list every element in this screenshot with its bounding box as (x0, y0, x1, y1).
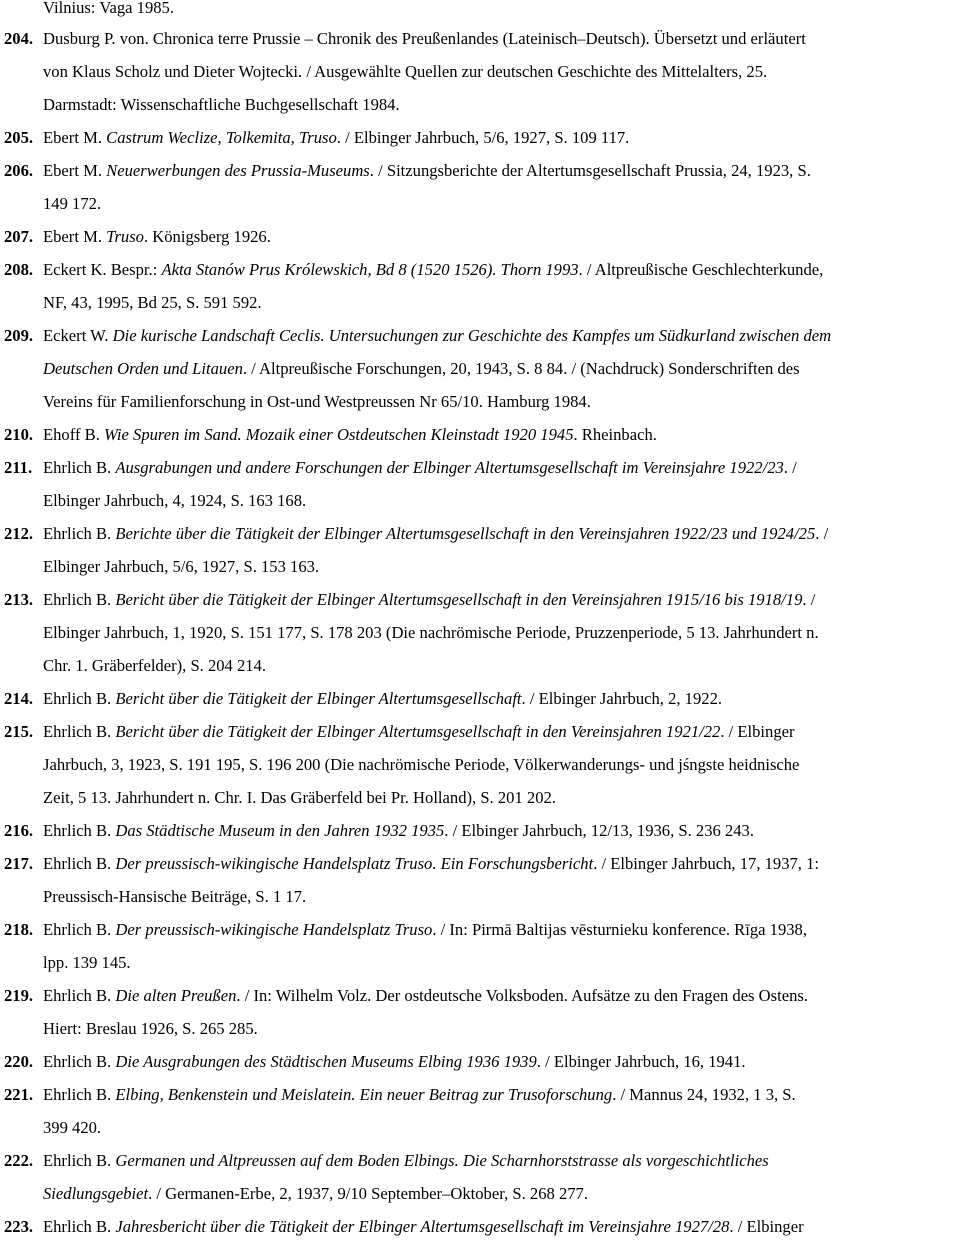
entry-line (43, 922, 807, 939)
citation-text: 399 420. (43, 1118, 102, 1137)
entry-number: 218. (4, 920, 34, 939)
entry-line (43, 1219, 804, 1236)
entry-line (43, 31, 806, 48)
citation-text: Darmstadt: Wissenschaftliche Buchgesellschaft 1984. (43, 95, 400, 114)
citation-text: Elbinger Jahrbuch, 5/6, 1927, S. 153 163. (43, 557, 320, 576)
citation-text: lpp. 139 145. (43, 953, 131, 972)
entry-line (43, 361, 800, 378)
entry-line (43, 328, 831, 345)
citation-text: . / (783, 458, 797, 477)
entry-line (43, 460, 797, 477)
citation-text: Preussisch-Hansische Beiträge, S. 1 17. (43, 887, 307, 906)
entry-line (43, 97, 400, 114)
citation-text: NF, 43, 1995, Bd 25, S. 591 592. (43, 293, 262, 312)
citation-text: Ehoff B. (43, 425, 104, 444)
citation-text: Ehrlich B. (43, 854, 116, 873)
citation-text: von Klaus Scholz und Dieter Wojtecki. / Ausgewählte Quellen zur deutschen Geschichte des Mittelalters, 25. (43, 62, 768, 81)
italic-title-text: Bericht über die Tätigkeit der Elbinger Altertumsgesellschaft in den Vereinsjahren 1915/16 bis 1918/19 (115, 590, 803, 609)
citation-text: Zeit, 5 13. Jahrhundert n. Chr. I. Das Gräberfeld bei Pr. Holland), S. 201 202. (43, 788, 556, 807)
citation-text: Vereins für Familienforschung in Ost-und Westpreussen Nr 65/10. Hamburg 1984. (43, 392, 591, 411)
citation-text: . / Elbinger Jahrbuch, 17, 1937, 1: (593, 854, 820, 873)
italic-title-text: Siedlungsgebiet (43, 1184, 149, 1203)
citation-text: . / Elbinger (720, 722, 795, 741)
italic-title-text: Der preussisch-wikingische Handelsplatz Truso (115, 920, 433, 939)
citation-text: Ehrlich B. (43, 524, 116, 543)
entry-number: 210. (4, 425, 34, 444)
entry-line (43, 790, 556, 807)
entry-number: 220. (4, 1052, 34, 1071)
entry-line (43, 856, 819, 873)
entry-number: 204. (4, 29, 34, 48)
citation-text: Elbinger Jahrbuch, 4, 1924, S. 163 168. (43, 491, 307, 510)
entry-number: 207. (4, 227, 34, 246)
citation-text: . Rheinbach. (573, 425, 657, 444)
entry-number: 208. (4, 260, 34, 279)
citation-text: Ehrlich B. (43, 821, 116, 840)
citation-text: Ebert M. (43, 128, 107, 147)
entry-line (43, 559, 319, 576)
citation-text: Ehrlich B. (43, 1052, 116, 1071)
citation-text: . / Altpreußische Forschungen, 20, 1943, S. 8 84. / (Nachdruck) Sonderschriften des (242, 359, 800, 378)
citation-text: Vilnius: Vaga 1985. (43, 0, 174, 17)
entry-line (43, 427, 657, 444)
entry-line (43, 625, 819, 642)
citation-text: Dusburg P. von. Chronica terre Prussie – Chronik des Preußenlandes (Lateinisch–Deutsch). Übersetzt und erläutert (43, 29, 806, 48)
entry-number: 205. (4, 128, 34, 147)
citation-text: Ehrlich B. (43, 689, 116, 708)
entry-line (43, 724, 795, 741)
entry-line (43, 196, 101, 213)
entry-line (43, 658, 266, 675)
italic-title-text: Deutschen Orden und Litauen (43, 359, 243, 378)
entry-line (43, 130, 629, 147)
citation-text: Ehrlich B. (43, 722, 116, 741)
entry-number: 219. (4, 986, 34, 1005)
entry-number: 217. (4, 854, 34, 873)
citation-text: Chr. 1. Gräberfelder), S. 204 214. (43, 656, 267, 675)
entry-number: 214. (4, 689, 34, 708)
citation-text: Ehrlich B. (43, 590, 116, 609)
italic-title-text: Berichte über die Tätigkeit der Elbinger Altertumsgesellschaft in den Vereinsjahren 1922/23 und 1924/25 (115, 524, 816, 543)
citation-text: . / Mannus 24, 1932, 1 3, S. (612, 1085, 796, 1104)
entry-line (43, 526, 828, 543)
italic-title-text: Truso (106, 227, 144, 246)
citation-text: Ebert M. (43, 161, 107, 180)
citation-text: Ehrlich B. (43, 920, 116, 939)
citation-text: Eckert K. Bespr.: (43, 260, 162, 279)
citation-text: Ehrlich B. (43, 1217, 116, 1236)
entry-line (43, 757, 799, 774)
citation-text: . Königsberg 1926. (143, 227, 271, 246)
entry-line (43, 0, 174, 17)
citation-text: . / Elbinger Jahrbuch, 12/13, 1936, S. 236 243. (444, 821, 755, 840)
italic-title-text: Castrum Weclize, Tolkemita, Truso (106, 128, 337, 147)
entry-number: 212. (4, 524, 34, 543)
entry-number: 209. (4, 326, 34, 345)
citation-text: . / (802, 590, 816, 609)
entry-line (43, 295, 262, 312)
entry-line (43, 889, 306, 906)
entry-number: 213. (4, 590, 34, 609)
italic-title-text: Die kurische Landschaft Ceclis. Untersuchungen zur Geschichte des Kampfes um Südkurland zwischen dem (112, 326, 832, 345)
citation-text: . / Elbinger Jahrbuch, 2, 1922. (521, 689, 723, 708)
entry-line (43, 229, 271, 246)
entry-line (43, 64, 767, 81)
entry-line (43, 691, 722, 708)
citation-text: . / In: Pirmā Baltijas vēsturnieku konference. Rīga 1938, (432, 920, 807, 939)
entry-line (43, 1087, 796, 1104)
entry-line (43, 1186, 588, 1203)
citation-text: . / In: Wilhelm Volz. Der ostdeutsche Volksboden. Aufsätze zu den Fragen des Ostens. (236, 986, 808, 1005)
entry-number: 206. (4, 161, 34, 180)
citation-text: Eckert W. (43, 326, 113, 345)
entry-number: 211. (4, 458, 33, 477)
citation-text: . / Germanen-Erbe, 2, 1937, 9/10 September–Oktober, S. 268 277. (148, 1184, 588, 1203)
citation-text: Jahrbuch, 3, 1923, S. 191 195, S. 196 200 (Die nachrömische Periode, Völkerwanderungs- und jśngste heidnische (43, 755, 800, 774)
citation-text: 149 172. (43, 194, 102, 213)
citation-text: . / Elbinger (729, 1217, 804, 1236)
italic-title-text: Elbing, Benkenstein und Meislatein. Ein neuer Beitrag zur Trusoforschung (115, 1085, 613, 1104)
citation-text: Ehrlich B. (43, 1085, 116, 1104)
citation-text: Ehrlich B. (43, 458, 116, 477)
italic-title-text: Jahresbericht über die Tätigkeit der Elbinger Altertumsgesellschaft im Vereinsjahre 1927/28 (115, 1217, 730, 1236)
italic-title-text: Das Städtische Museum in den Jahren 1932 1935 (115, 821, 445, 840)
entry-line (43, 1120, 101, 1137)
entry-line (43, 955, 131, 972)
citation-text: Elbinger Jahrbuch, 1, 1920, S. 151 177, S. 178 203 (Die nachrömische Periode, Pruzzenperiode, 5 13. Jahrhundert n. (43, 623, 819, 642)
italic-title-text: Wie Spuren im Sand. Mozaik einer Ostdeutschen Kleinstadt 1920 1945 (104, 425, 574, 444)
citation-text: Ehrlich B. (43, 986, 116, 1005)
italic-title-text: Die alten Preußen (115, 986, 237, 1005)
italic-title-text: Die Ausgrabungen des Städtischen Museums Elbing 1936 1939 (115, 1052, 537, 1071)
entry-line (43, 1054, 746, 1071)
entry-number: 221. (4, 1085, 34, 1104)
entry-line (43, 493, 306, 510)
italic-title-text: Neuerwerbungen des Prussia-Museums (106, 161, 370, 180)
italic-title-text: Bericht über die Tätigkeit der Elbinger Altertumsgesellschaft (115, 689, 522, 708)
entry-line (43, 262, 823, 279)
italic-title-text: Akta Stanów Prus Królewskich, Bd 8 (1520 1526). Thorn 1993 (161, 260, 579, 279)
entry-number: 223. (4, 1217, 34, 1236)
entry-line (43, 988, 808, 1005)
italic-title-text: Ausgrabungen und andere Forschungen der Elbinger Altertumsgesellschaft im Vereinsjahre 1922/23 (115, 458, 784, 477)
italic-title-text: Der preussisch-wikingische Handelsplatz Truso. Ein Forschungsbericht (115, 854, 594, 873)
citation-text: . / (815, 524, 829, 543)
italic-title-text: Bericht über die Tätigkeit der Elbinger Altertumsgesellschaft in den Vereinsjahren 1921/22 (115, 722, 721, 741)
entry-line (43, 163, 811, 180)
citation-text: . / Altpreußische Geschlechterkunde, (578, 260, 824, 279)
citation-text: Ehrlich B. (43, 1151, 116, 1170)
entry-number: 216. (4, 821, 34, 840)
citation-text: . / Elbinger Jahrbuch, 5/6, 1927, S. 109 117. (336, 128, 630, 147)
entry-line (43, 823, 754, 840)
italic-title-text: Germanen und Altpreussen auf dem Boden Elbings. Die Scharnhorststrasse als vorgeschichtliches (115, 1151, 769, 1170)
citation-text: Hiert: Breslau 1926, S. 265 285. (43, 1019, 258, 1038)
entry-line (43, 1021, 258, 1038)
entry-line (43, 1153, 769, 1170)
citation-text: . / Sitzungsberichte der Altertumsgesellschaft Prussia, 24, 1923, S. (369, 161, 811, 180)
citation-text: Ebert M. (43, 227, 107, 246)
citation-text: . / Elbinger Jahrbuch, 16, 1941. (536, 1052, 746, 1071)
entry-line (43, 394, 591, 411)
entry-number: 215. (4, 722, 34, 741)
entry-number: 222. (4, 1151, 34, 1170)
entry-line (43, 592, 815, 609)
